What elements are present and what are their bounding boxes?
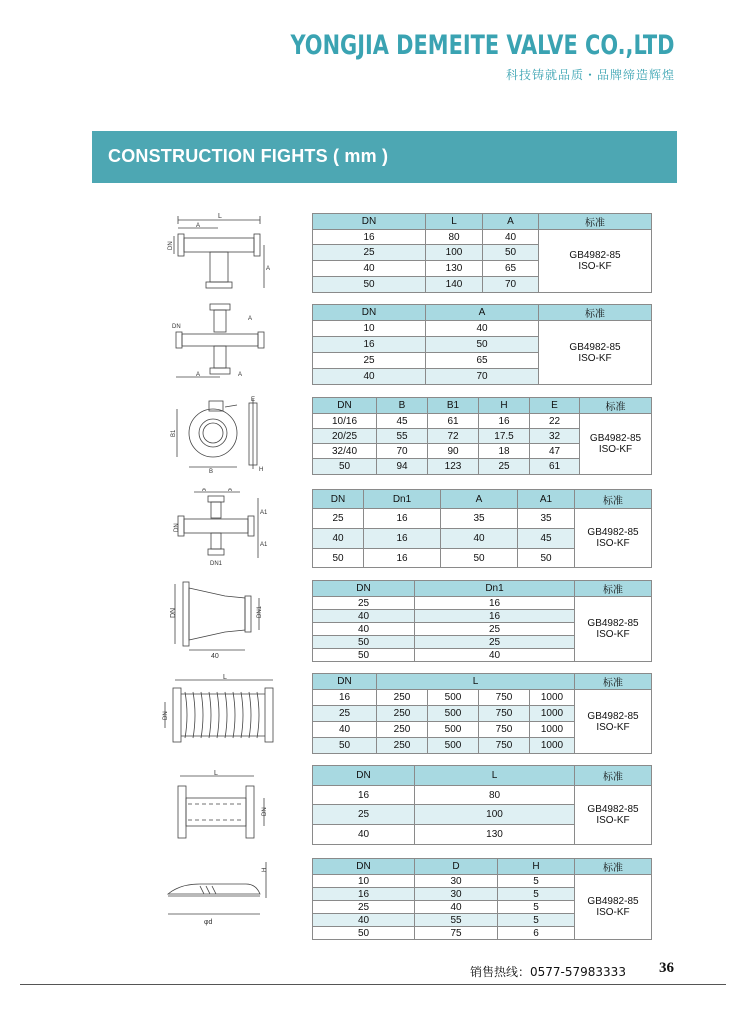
standard-cell	[575, 690, 652, 754]
col-header-dn: DN	[313, 581, 415, 597]
table-row	[313, 321, 652, 337]
cell: 45	[377, 414, 428, 429]
cell: 45	[518, 529, 575, 549]
spec-table-reducer	[312, 580, 652, 662]
cell: 30	[415, 875, 498, 888]
cell: 25	[479, 459, 530, 475]
cell: 10	[313, 321, 426, 337]
dim-label-40: 40	[211, 653, 219, 660]
dim-label-dn: DN	[168, 241, 174, 250]
cell: 72	[428, 429, 479, 444]
cell: 50	[518, 549, 575, 568]
dim-label-h: H	[262, 867, 268, 872]
cell: 130	[415, 825, 575, 845]
cell: 1000	[530, 722, 575, 738]
cell: 5	[498, 888, 575, 901]
cell: 90	[428, 444, 479, 459]
cell: 25	[313, 901, 415, 914]
dim-label-h: H	[259, 467, 264, 473]
standard-gb: GB4982-85	[569, 341, 621, 353]
cell: 32	[530, 429, 580, 444]
cell: 40	[313, 261, 426, 277]
cell: 40	[313, 610, 415, 623]
col-header-dn: DN	[313, 859, 415, 875]
cell: 25	[313, 597, 415, 610]
col-header-b: B	[377, 398, 428, 414]
cell: 130	[426, 261, 483, 277]
col-header-dn1: Dn1	[364, 490, 441, 509]
cell: 750	[479, 706, 530, 722]
table-row	[313, 414, 652, 429]
cell: 18	[479, 444, 530, 459]
blank-flange-drawing	[160, 858, 280, 934]
cell: 80	[415, 786, 575, 805]
col-header-standard: 标准	[575, 490, 652, 509]
standard-gb: GB4982-85	[587, 710, 639, 722]
standard-gb: GB4982-85	[569, 250, 621, 261]
cell: 123	[428, 459, 479, 475]
standard-cell	[575, 597, 652, 662]
cell: 1000	[530, 738, 575, 754]
cell: 25	[313, 509, 364, 529]
cell: 1000	[530, 706, 575, 722]
cell: 35	[441, 509, 518, 529]
cell: 40	[313, 623, 415, 636]
bellows-hose-drawing	[155, 672, 285, 754]
dim-label-e: E	[251, 397, 256, 403]
standard-cell	[580, 414, 652, 475]
cell: 5	[498, 875, 575, 888]
cell: 25	[313, 805, 415, 825]
cell: 250	[377, 722, 428, 738]
cell: 40	[483, 230, 539, 245]
standard-cell	[575, 875, 652, 940]
cell: 40	[313, 722, 377, 738]
dim-label-dn: DN	[170, 607, 177, 618]
table-row	[313, 786, 652, 805]
col-header-dn: DN	[313, 398, 377, 414]
nipple-drawing	[160, 768, 280, 848]
col-header-standard: 标准	[575, 581, 652, 597]
cell: 500	[428, 722, 479, 738]
cell: 16	[364, 529, 441, 549]
dim-label-a2: A	[228, 488, 233, 493]
standard-iso: ISO-KF	[598, 444, 633, 455]
cell: 17.5	[479, 429, 530, 444]
cell: 750	[479, 722, 530, 738]
cell: 16	[479, 414, 530, 429]
cell: 50	[313, 277, 426, 293]
standard-gb: GB4982-85	[587, 804, 639, 815]
dim-label-dn: DN	[172, 324, 181, 330]
company-slogan: 科技铸就品质・品牌缔造辉煌	[505, 68, 675, 82]
cell: 50	[313, 649, 415, 662]
cell: 16	[364, 509, 441, 529]
col-header-b1: B1	[428, 398, 479, 414]
cell: 94	[377, 459, 428, 475]
cell: 20/25	[313, 429, 377, 444]
cell: 50	[483, 245, 539, 261]
spec-table-tee	[312, 213, 652, 293]
dim-label-l: L	[214, 770, 218, 777]
cell: 50	[441, 549, 518, 568]
section-banner	[92, 131, 677, 183]
clamp-drawing	[165, 395, 275, 477]
col-header-standard: 标准	[575, 766, 652, 786]
dim-label-a: A	[196, 372, 201, 378]
standard-cell	[539, 321, 652, 385]
cell: 16	[313, 888, 415, 901]
col-header-dn: DN	[313, 674, 377, 690]
cell: 16	[313, 786, 415, 805]
footer-divider	[20, 984, 726, 985]
dim-label-a: A	[202, 488, 207, 493]
reducing-cross-drawing	[168, 488, 268, 568]
cell: 40	[415, 649, 575, 662]
cell: 40	[441, 529, 518, 549]
col-header-dn1: Dn1	[415, 581, 575, 597]
col-header-standard: 标准	[575, 674, 652, 690]
standard-cell	[539, 230, 652, 293]
col-header-standard: 标准	[580, 398, 652, 414]
cell: 40	[415, 901, 498, 914]
cell: 16	[364, 549, 441, 568]
standard-gb: GB4982-85	[587, 896, 639, 907]
col-header-a: A	[483, 214, 539, 230]
cell: 6	[498, 927, 575, 940]
cell: 500	[428, 690, 479, 706]
standard-iso: ISO-KF	[596, 815, 630, 826]
cell: 140	[426, 277, 483, 293]
cell: 40	[313, 825, 415, 845]
dim-label-l: L	[218, 213, 222, 220]
cell: 50	[313, 636, 415, 649]
standard-iso: ISO-KF	[596, 721, 630, 733]
standard-gb: GB4982-85	[587, 527, 639, 538]
cell: 70	[377, 444, 428, 459]
standard-iso: ISO-KF	[596, 538, 630, 549]
dim-label-dn1: DN1	[257, 605, 263, 618]
cell: 16	[313, 690, 377, 706]
spec-table-nipple	[312, 765, 652, 845]
col-header-e: E	[530, 398, 580, 414]
cell: 61	[428, 414, 479, 429]
dim-label-b1: B1	[171, 429, 177, 437]
tee-fitting-drawing	[160, 210, 280, 300]
dim-label-b: B	[209, 469, 214, 475]
cell: 47	[530, 444, 580, 459]
reducer-drawing	[165, 578, 275, 660]
col-header-l: L	[426, 214, 483, 230]
dim-label-a1: A1	[260, 510, 268, 516]
cell: 65	[426, 353, 539, 369]
cell: 70	[426, 369, 539, 385]
cell: 10/16	[313, 414, 377, 429]
cell: 30	[415, 888, 498, 901]
col-header-dn: DN	[313, 305, 426, 321]
cell: 500	[428, 738, 479, 754]
col-header-l: L	[377, 674, 575, 690]
cell: 70	[483, 277, 539, 293]
standard-iso: ISO-KF	[596, 629, 630, 640]
cell: 25	[313, 245, 426, 261]
spec-table-clamp	[312, 397, 652, 475]
table-row	[313, 690, 652, 706]
cell: 750	[479, 738, 530, 754]
cell: 5	[498, 914, 575, 927]
standard-iso: ISO-KF	[578, 261, 612, 272]
dim-label-phi-d: φd	[204, 919, 213, 926]
spec-table-blank-flange	[312, 858, 652, 940]
dim-label-dn: DN	[262, 807, 268, 816]
standard-cell	[575, 786, 652, 845]
cell: 16	[415, 610, 575, 623]
dim-label-a1-2: A1	[260, 542, 268, 548]
col-header-h: H	[498, 859, 575, 875]
cell: 25	[313, 353, 426, 369]
cell: 40	[313, 529, 364, 549]
cell: 750	[479, 690, 530, 706]
col-header-dn: DN	[313, 490, 364, 509]
col-header-a: A	[426, 305, 539, 321]
cell: 100	[415, 805, 575, 825]
cell: 250	[377, 738, 428, 754]
cell: 22	[530, 414, 580, 429]
col-header-standard: 标准	[575, 859, 652, 875]
standard-iso: ISO-KF	[596, 907, 630, 918]
cell: 40	[426, 321, 539, 337]
cell: 5	[498, 901, 575, 914]
cell: 50	[426, 337, 539, 353]
dim-label-l: L	[223, 674, 227, 681]
dim-label-a2: A	[238, 372, 243, 378]
cell: 25	[415, 636, 575, 649]
cell: 50	[313, 738, 377, 754]
col-header-h: H	[479, 398, 530, 414]
cell: 16	[313, 337, 426, 353]
col-header-standard: 标准	[539, 214, 652, 230]
cell: 25	[415, 623, 575, 636]
dim-label-a: A	[196, 223, 201, 229]
cell: 32/40	[313, 444, 377, 459]
cell: 500	[428, 706, 479, 722]
standard-gb: GB4982-85	[587, 618, 639, 629]
cell: 65	[483, 261, 539, 277]
standard-iso: ISO-KF	[578, 352, 612, 364]
table-row	[313, 509, 652, 529]
cell: 1000	[530, 690, 575, 706]
dim-label-dn1: DN1	[210, 561, 223, 567]
standard-gb: GB4982-85	[589, 433, 642, 444]
col-header-a1: A1	[518, 490, 575, 509]
cell: 61	[530, 459, 580, 475]
cell: 16	[313, 230, 426, 245]
dim-label-dn: DN	[163, 711, 169, 720]
section-title: CONSTRUCTION FIGHTS ( mm )	[108, 146, 389, 166]
cell: 100	[426, 245, 483, 261]
table-row	[313, 875, 652, 888]
cell: 55	[377, 429, 428, 444]
spec-table-reducing-cross	[312, 489, 652, 568]
cell: 40	[313, 914, 415, 927]
page-number: 36	[659, 960, 674, 976]
spec-table-cross	[312, 304, 652, 385]
cell: 50	[313, 927, 415, 940]
cross-fitting-drawing	[170, 300, 270, 380]
table-row	[313, 230, 652, 245]
cell: 10	[313, 875, 415, 888]
sales-hotline: 销售热线：0577-57983333	[470, 965, 626, 979]
cell: 75	[415, 927, 498, 940]
cell: 250	[377, 706, 428, 722]
col-header-d: D	[415, 859, 498, 875]
col-header-a: A	[441, 490, 518, 509]
dim-label-a3: A	[248, 316, 253, 322]
cell: 250	[377, 690, 428, 706]
cell: 16	[415, 597, 575, 610]
cell: 55	[415, 914, 498, 927]
spec-table-bellows	[312, 673, 652, 754]
cell: 50	[313, 459, 377, 475]
col-header-standard: 标准	[539, 305, 652, 321]
cell: 80	[426, 230, 483, 245]
col-header-dn: DN	[313, 214, 426, 230]
table-row	[313, 597, 652, 610]
dim-label-a2: A	[266, 266, 271, 272]
cell: 35	[518, 509, 575, 529]
col-header-dn: DN	[313, 766, 415, 786]
company-name: YONGJIA DEMEITE VALVE CO.,LTD	[290, 30, 675, 61]
cell: 25	[313, 706, 377, 722]
standard-cell	[575, 509, 652, 568]
dim-label-dn: DN	[174, 523, 180, 532]
col-header-l: L	[415, 766, 575, 786]
cell: 50	[313, 549, 364, 568]
cell: 40	[313, 369, 426, 385]
